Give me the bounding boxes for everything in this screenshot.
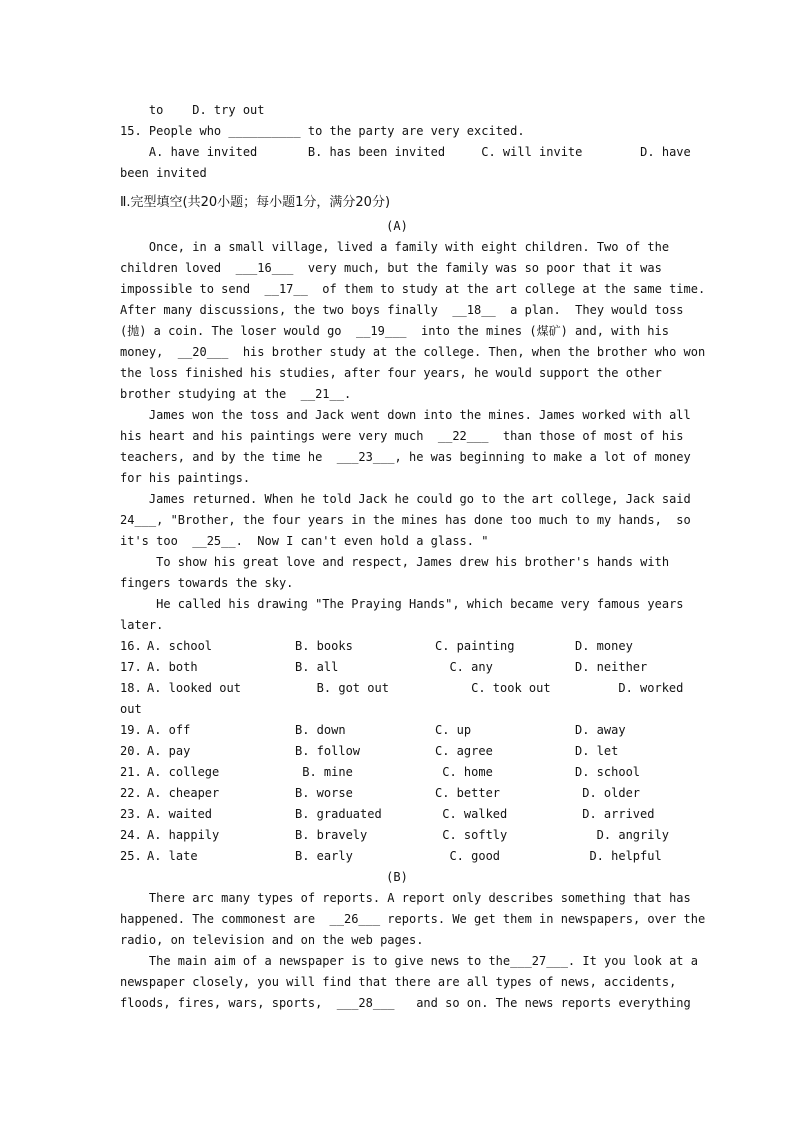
option-number: 21. [120, 765, 142, 779]
option-number: 22. [120, 786, 142, 800]
option-b: B. graduated [295, 807, 382, 821]
passage-a-line: children loved ___16___ very much, but the family was so poor that it was [120, 261, 662, 275]
option-b: B. down [295, 723, 346, 737]
option-b: B. follow [295, 744, 361, 758]
passage-a-line: it's too __25__. Now I can't even hold a glass. " [120, 534, 489, 548]
option-row [120, 762, 674, 783]
q14-tail: to D. try out [120, 103, 265, 117]
option-number: 16. [120, 639, 142, 653]
q15-options: A. have invited B. has been invited C. will invite D. have [120, 145, 691, 159]
passage-b-line: happened. The commonest are __26___ reports. We get them in newspapers, over the [120, 912, 706, 926]
option-b: B. early [295, 849, 353, 863]
options-a [120, 636, 684, 867]
option-d: D. helpful [575, 849, 662, 863]
option-row [120, 741, 674, 762]
option-c: C. any [435, 660, 493, 674]
q15-options-wrap: been invited [120, 166, 207, 180]
option-row [120, 804, 674, 825]
option-a: A. late [147, 849, 198, 863]
option-b: B. bravely [295, 828, 368, 842]
option-d: D. worked [575, 681, 684, 695]
option-a: A. waited [147, 807, 213, 821]
option-b: B. all [295, 660, 339, 674]
passage-a-line: money, __20___ his brother study at the college. Then, when the brother who won [120, 345, 706, 359]
option-c: C. agree [435, 744, 493, 758]
option-d: D. arrived [575, 807, 655, 821]
option-b: B. got out [295, 681, 389, 695]
option-d: D. away [575, 723, 626, 737]
option-number: 20. [120, 744, 142, 758]
passage-a-line: James won the toss and Jack went down into the mines. James worked with all [120, 408, 691, 422]
option-c: C. good [435, 849, 501, 863]
option-a: A. happily [147, 828, 220, 842]
option-d: D. school [575, 765, 641, 779]
option-b: B. books [295, 639, 353, 653]
passage-b-line: newspaper closely, you will find that there are all types of news, accidents, [120, 975, 677, 989]
passage-a [120, 237, 706, 636]
passage-a-line: the loss finished his studies, after four years, he would support the other [120, 366, 662, 380]
option-b: B. mine [295, 765, 353, 779]
option-a: A. looked out [147, 681, 241, 695]
option-d: D. let [575, 744, 619, 758]
option-d: D. older [575, 786, 641, 800]
option-number: 24. [120, 828, 142, 842]
passage-a-line: After many discussions, the two boys finally __18__ a plan. They would toss [120, 303, 684, 317]
option-d: D. neither [575, 660, 648, 674]
passage-a-line: for his paintings. [120, 471, 251, 485]
option-row [120, 825, 674, 846]
option-d: D. money [575, 639, 633, 653]
option-row [120, 783, 674, 804]
option-number: 18. [120, 681, 142, 695]
option-number: 17. [120, 660, 142, 674]
option-number: 23. [120, 807, 142, 821]
q15-stem: 15. People who __________ to the party are very excited. [120, 124, 525, 138]
section-title: Ⅱ.完型填空(共20小题；每小题1分，满分20分) [120, 195, 391, 210]
passage-b-line: radio, on television and on the web pages. [120, 933, 424, 947]
option-a: A. off [147, 723, 191, 737]
option-c: C. took out [435, 681, 551, 695]
passage-a-line: Once, in a small village, lived a family with eight children. Two of the [120, 240, 670, 254]
option-c: C. softly [435, 828, 508, 842]
passage-a-line: 24___, "Brother, the four years in the mines has done too much to my hands, so [120, 513, 691, 527]
option-row [120, 636, 674, 657]
option-c: C. home [435, 765, 493, 779]
option-c: C. painting [435, 639, 515, 653]
passage-a-line: He called his drawing "The Praying Hands", which became very famous years [120, 597, 684, 611]
option-a: A. both [147, 660, 198, 674]
passage-a-line: teachers, and by the time he ___23___, he was beginning to make a lot of money [120, 450, 691, 464]
passage-a-line: brother studying at the __21__. [120, 387, 352, 401]
part-a-label: (A) [386, 219, 408, 233]
option-number: 19. [120, 723, 142, 737]
passage-b-line: There arc many types of reports. A report only describes something that has [120, 891, 691, 905]
exam-page [120, 100, 706, 1014]
option-row [120, 678, 684, 699]
passage-a-line: impossible to send __17__ of them to study at the art college at the same time. [120, 282, 706, 296]
option-row [120, 846, 674, 867]
passage-a-line: his heart and his paintings were very much __22___ than those of most of his [120, 429, 684, 443]
option-a: A. pay [147, 744, 191, 758]
passage-a-line: To show his great love and respect, James drew his brother's hands with [120, 555, 670, 569]
option-row-wrap: out [120, 702, 142, 716]
passage-a-line: James returned. When he told Jack he could go to the art college, Jack said [120, 492, 691, 506]
option-d: D. angrily [575, 828, 669, 842]
passage-a-line: (抛) a coin. The loser would go __19___ into the mines (煤矿) and, with his [120, 324, 669, 338]
passage-a-line: fingers towards the sky. [120, 576, 294, 590]
option-number: 25. [120, 849, 142, 863]
option-row [120, 657, 674, 678]
passage-b [120, 888, 706, 1014]
passage-b-line: The main aim of a newspaper is to give news to the___27___. It you look at a [120, 954, 698, 968]
option-a: A. school [147, 639, 213, 653]
passage-b-line: floods, fires, wars, sports, ___28___ and so on. The news reports everything [120, 996, 691, 1010]
option-row [120, 720, 674, 741]
passage-a-line: later. [120, 618, 164, 632]
option-a: A. cheaper [147, 786, 220, 800]
option-c: C. walked [435, 807, 508, 821]
option-a: A. college [147, 765, 220, 779]
option-c: C. better [435, 786, 501, 800]
option-b: B. worse [295, 786, 353, 800]
option-c: C. up [435, 723, 472, 737]
part-b-label: (B) [386, 870, 408, 884]
